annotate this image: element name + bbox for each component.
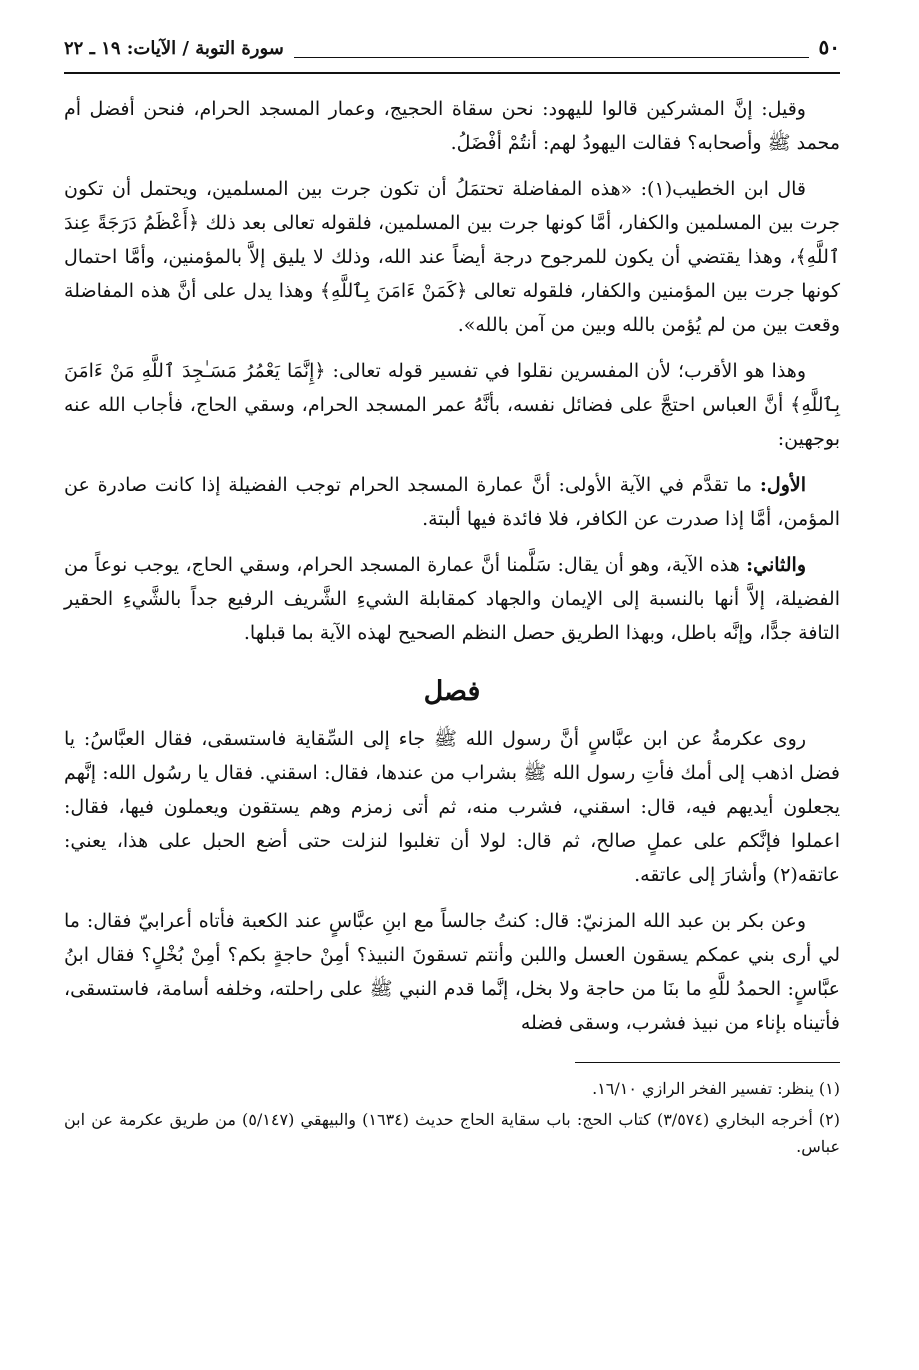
page-number: ٥٠ [818, 35, 840, 59]
first-point-lead: الأول: [759, 474, 806, 496]
first-point-text: ما تقدَّم في الآية الأولى: أنَّ عمارة المسجد الحرام توجب الفضيلة إذا كانت صادرة عن المؤمن، أمَّا إذا صدرت عن الكافر، فلا فائدة فيها ألبتة. [64, 474, 840, 530]
footnote-divider [575, 1062, 840, 1063]
header-rule [64, 72, 840, 74]
page-header [64, 30, 840, 64]
second-point-paragraph [64, 548, 840, 650]
header-leader-line [294, 37, 809, 58]
book-page [64, 30, 840, 1164]
paragraph-3: وهذا هو الأقرب؛ لأن المفسرين نقلوا في تفسير قوله تعالى: ﴿إِنَّمَا يَعْمُرُ مَسَـٰجِدَ ٱللَّهِ مَنْ ءَامَنَ بِٱللَّهِ﴾ أنَّ العباس احتجَّ على فضائل نفسه، بأنَّهُ عمر المسجد الحرام، وسقي الحاج، فأجاب الله عنه بوجهين: [64, 360, 840, 450]
footnote-1: (١) ينظر: تفسير الفخر الرازي ١٦/١٠. [592, 1079, 840, 1098]
first-point-paragraph [64, 468, 840, 536]
section-heading: فصل [423, 676, 481, 707]
paragraph-1: وقيل: إنَّ المشركين قالوا لليهود: نحن سقاة الحجيج، وعمار المسجد الحرام، فنحن أفضل أم محمد ﷺ وأصحابه؟ فقالت اليهودُ لهم: أنتُمْ أفْضَلُ. [64, 98, 840, 154]
running-title: سورة التوبة / الآيات: ١٩ ـ ٢٢ [64, 38, 284, 59]
section-paragraph-2: وعن بكر بن عبد الله المزنيّ: قال: كنتُ جالساً مع ابنِ عبَّاسٍ عند الكعبة فأتاه أعرابيّ فقال: ما لي أرى بني عمكم يسقون العسل واللبن وأنتم تسقونَ النبيذ؟ أمِنْ حاجةٍ بكم؟ أمِنْ بُخْلٍ؟ فقال ابنُ عبَّاسٍ: الحمدُ للَّهِ ما بنَا من حاجة ولا بخل، إنَّما قدم النبي ﷺ على راحلته، وخلفه أسامة، فاستسقى، فأتيناه بإناء من نبيذ فشرب، وسقى فضله [64, 910, 840, 1034]
second-point-lead: والثاني: [746, 554, 806, 576]
paragraph-2: قال ابن الخطيب(١): «هذه المفاضلة تحتمَلُ أن تكون جرت بين المسلمين، ويحتمل أن تكون جرت بين المسلمين والكفار، أمَّا كونها جرت بين المسلمين، فلقوله تعالى بعد ذلك ﴿أَعْظَمُ دَرَجَةً عِندَ ٱللَّهِ﴾، وهذا يقتضي أن يكون للمرجوح درجة أيضاً عند الله، وذلك لا يليق إلاَّ بالمؤمنين، وأمَّا احتمال كونها جرت بين المؤمنين والكفار، فلقوله تعالى ﴿كَمَنْ ءَامَنَ بِٱللَّهِ﴾ وهذا يدل على أنَّ هذه المفاضلة وقعت بين من لم يُؤمن بالله وبين من آمن بالله». [64, 178, 840, 336]
footnote-2: (٢) أخرجه البخاري (٣/٥٧٤) كتاب الحج: باب سقاية الحاج حديث (١٦٣٤) والبيهقي (٥/١٤٧) من طريق عكرمة عن ابن عباس. [64, 1110, 841, 1156]
second-point-text: هذه الآية، وهو أن يقال: سَلَّمنا أنَّ عمارة المسجد الحرام، وسقي الحاج، يوجب نوعاً من الفضيلة، إلاَّ أنها بالنسبة إلى الإيمان والجهاد كمقابلة الشيءِ الشَّريف الرفيع جداً بالشَّيءِ الحقير التافة جدًّا، وإنَّه باطل، وبهذا الطريق حصل النظم الصحيح لهذه الآية بما قبلها. [64, 554, 840, 644]
section-paragraph-1: روى عكرمةُ عن ابن عبَّاسٍ أنَّ رسول الله ﷺ جاء إلى السِّقاية فاستسقى، فقال العبَّاسُ: يا فضل اذهب إلى أمك فأتِ رسول الله ﷺ بشراب من عندها، فقال: اسقني. فقال يا رسُول الله: إنَّهم يجعلون أيديهم فيه، قال: اسقني، فشرب منه، ثم أتى زمزم وهم يستقون ويعملون فيها، فقال: اعملوا فإنَّكم على عملٍ صالح، ثم قال: لولا أن تغلبوا لنزلت حتى أضع الحبل على هذا، يعني: عاتقه(٢) وأشارَ إلى عاتقه. [64, 728, 840, 886]
